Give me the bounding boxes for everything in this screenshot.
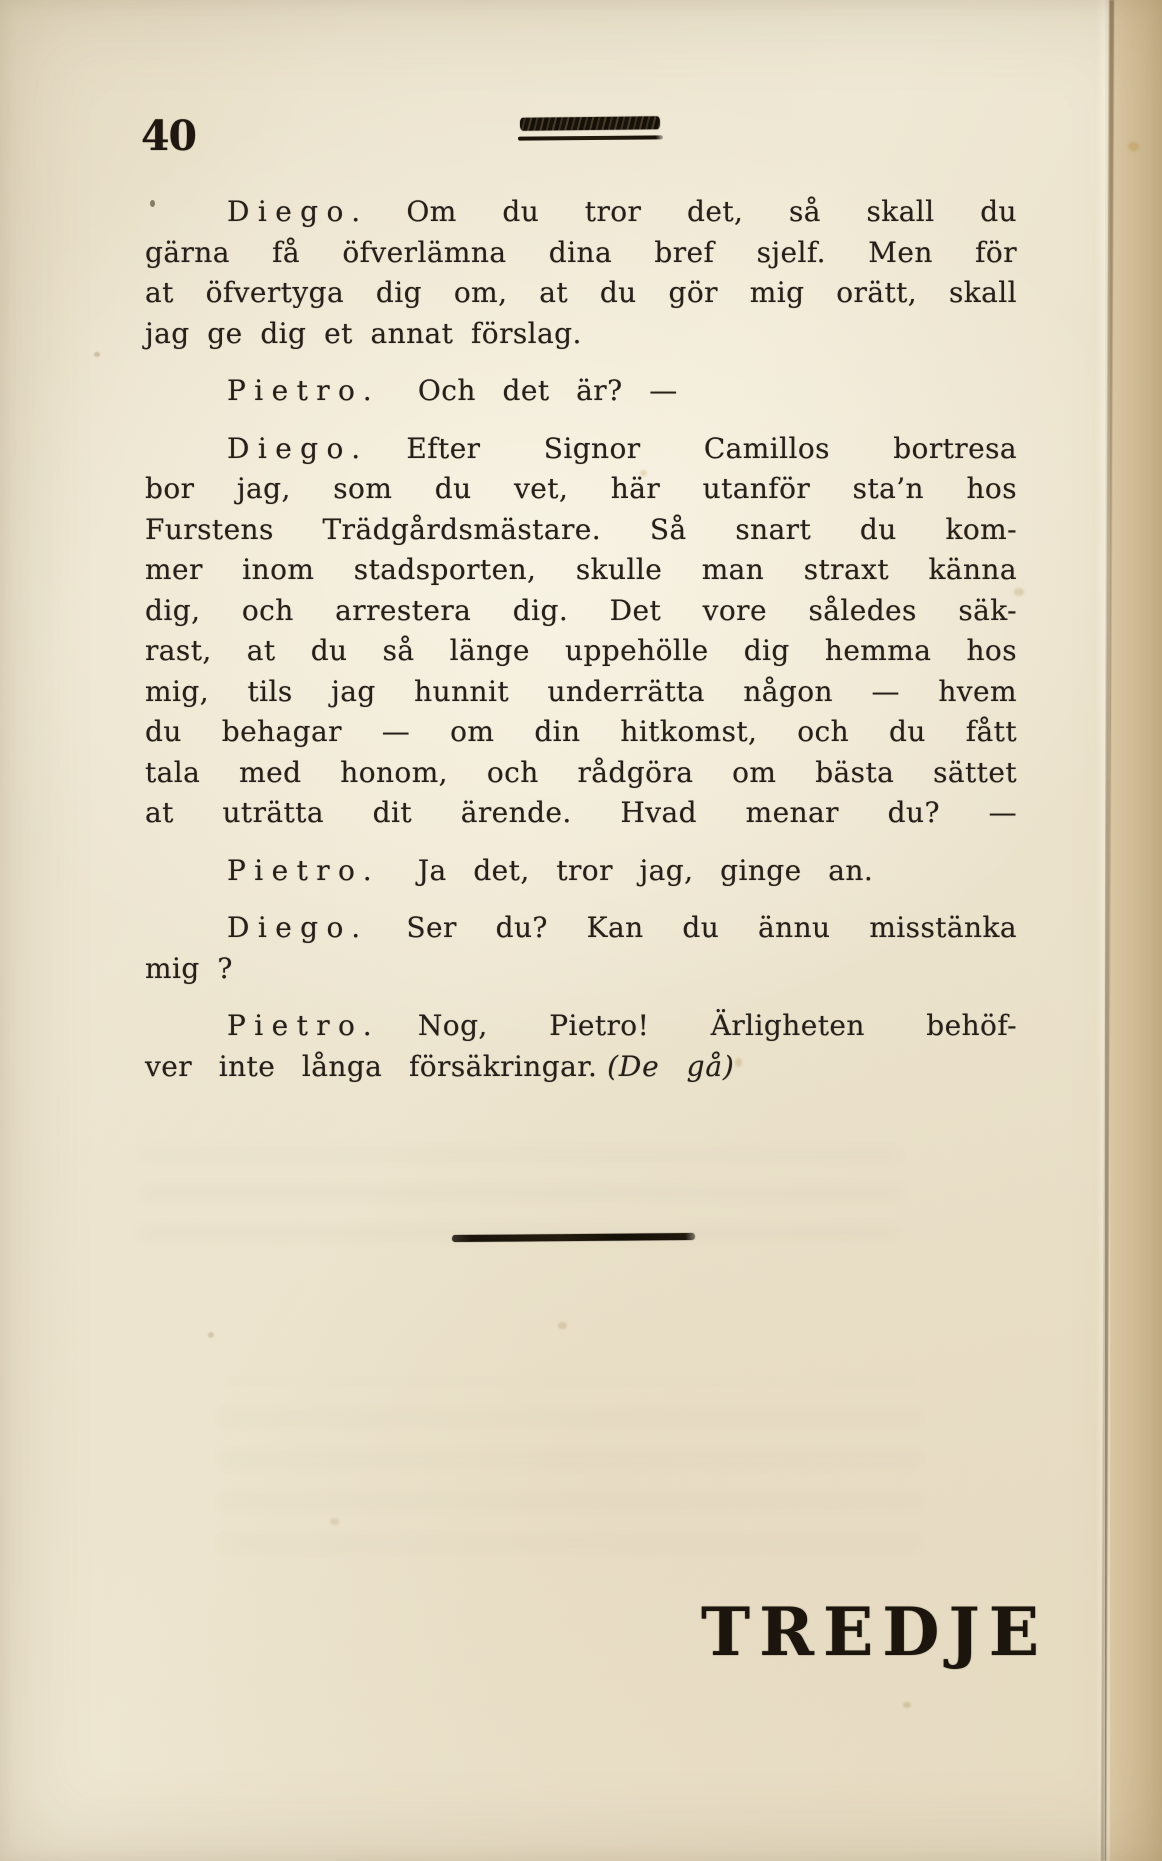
dialogue-line	[145, 631, 1017, 672]
catchword: TREDJE	[701, 1593, 1049, 1671]
line-text: bor jag, som du vet, här utanför sta’n hos	[145, 472, 1017, 505]
dialogue-line	[145, 591, 1017, 632]
line-text: Nog, Pietro! Ärligheten behöf-	[417, 1009, 1017, 1042]
dialogue-line	[145, 851, 1017, 892]
dialogue-line	[145, 1047, 1017, 1088]
verso-bleedthrough	[220, 1380, 920, 1550]
speaker-name: Pietro.	[227, 853, 381, 887]
line-text: Och det är? —	[417, 374, 678, 407]
dialogue-line	[145, 949, 1017, 990]
speaker-name: Diego.	[227, 911, 369, 944]
line-text: at öfvertyga dig om, at du gör mig orätt, skall	[145, 276, 1017, 309]
paper-speck	[94, 352, 100, 357]
section-divider-rule	[452, 1233, 695, 1242]
dialogue-text-block	[145, 192, 1017, 1087]
line-text: Furstens Trädgårdsmästare. Så snart du kom-	[145, 512, 1017, 546]
dialogue-line	[145, 672, 1017, 713]
dialogue-line	[145, 753, 1017, 794]
dialogue-line	[145, 233, 1017, 274]
dialogue-line	[145, 192, 1017, 233]
paper-speck	[903, 1702, 911, 1708]
dialogue-line	[145, 1006, 1017, 1047]
line-text: rast, at du så länge uppehölle dig hemma hos	[145, 634, 1017, 667]
line-text: mig ?	[145, 951, 233, 985]
dialogue-line	[145, 314, 1017, 355]
line-text: Om du tror det, så skall du	[406, 195, 1017, 228]
verso-bleedthrough	[140, 1150, 900, 1240]
ornament-thin-rule	[518, 135, 663, 140]
line-text: gärna få öfverlämna dina bref sjelf. Men för	[145, 235, 1017, 269]
page-fold-edge	[1110, 0, 1162, 1861]
dialogue-line	[145, 273, 1017, 314]
line-text: jag ge dig et annat förslag.	[145, 316, 582, 350]
ornament-thick-bar	[520, 116, 660, 130]
line-text: mer inom stadsporten, skulle man straxt känna	[145, 553, 1017, 586]
line-text: dig, och arrestera dig. Det vore således säk-	[145, 593, 1017, 627]
speaker-name: Pietro.	[227, 374, 381, 407]
stage-direction: (De gå)	[607, 1049, 735, 1083]
dialogue-line	[145, 371, 1017, 412]
paper-speck	[208, 1332, 214, 1338]
dialogue-line	[145, 429, 1017, 470]
dialogue-line	[145, 793, 1017, 834]
speaker-name: Diego.	[227, 431, 369, 465]
line-text: Efter Signor Camillos bortresa	[406, 431, 1017, 465]
line-text: ver inte långa försäkringar.	[145, 1049, 598, 1083]
dialogue-line	[145, 550, 1017, 591]
line-text: Ser du? Kan du ännu misstänka	[406, 911, 1017, 944]
paper-speck	[330, 1518, 339, 1525]
line-text: at uträtta dit ärende. Hvad menar du? —	[145, 796, 1017, 829]
dialogue-line	[145, 510, 1017, 551]
speaker-name: Pietro.	[227, 1009, 381, 1042]
dialogue-line	[145, 908, 1017, 949]
line-text: Ja det, tror jag, ginge an.	[417, 853, 874, 887]
line-text: tala med honom, och rådgöra om bästa sättet	[145, 755, 1017, 789]
paper-speck	[558, 1322, 567, 1329]
page-number: 40	[141, 112, 197, 160]
line-text: mig, tils jag hunnit underrätta någon — hvem	[145, 674, 1017, 708]
speaker-name: Diego.	[227, 195, 369, 228]
header-double-rule-ornament	[520, 115, 662, 143]
dialogue-line	[145, 469, 1017, 510]
line-text: du behagar — om din hitkomst, och du fått	[145, 715, 1017, 748]
dialogue-line	[145, 712, 1017, 753]
